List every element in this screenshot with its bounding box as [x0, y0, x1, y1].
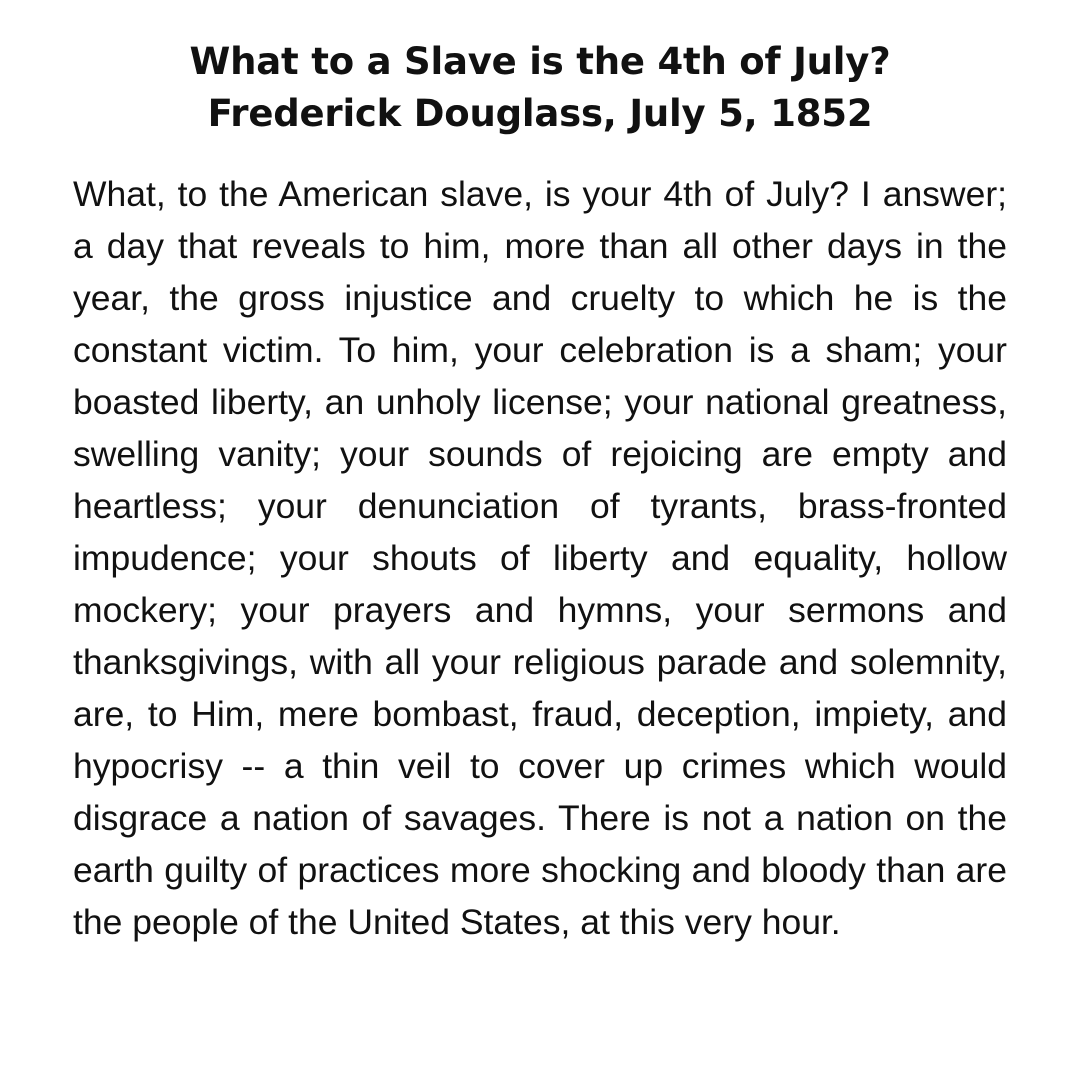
page-title	[73, 36, 1007, 140]
title-line-author-date: Frederick Douglass, July 5, 1852	[207, 92, 873, 135]
title-line-quote: What to a Slave is the 4th of July?	[189, 40, 891, 83]
quote-body: What, to the American slave, is your 4th of July? I answer; a day that reveals to him, more than all other days in the year, the gross injustice and cruelty to which he is the constant victim. To him, your celebration is a sham; your boasted liberty, an unholy license; your national greatness, swelling vanity; your sounds of rejoicing are empty and heartless; your denunciation of tyrants, brass-fronted impudence; your shouts of liberty and equality, hollow mockery; your prayers and hymns, your sermons and thanksgivings, with all your religious parade and solemnity, are, to Him, mere bombast, fraud, deception, impiety, and hypocrisy -- a thin veil to cover up crimes which would disgrace a nation of savages. There is not a nation on the earth guilty of practices more shocking and bloody than are the people of the United States, at this very hour.	[73, 174, 1007, 942]
